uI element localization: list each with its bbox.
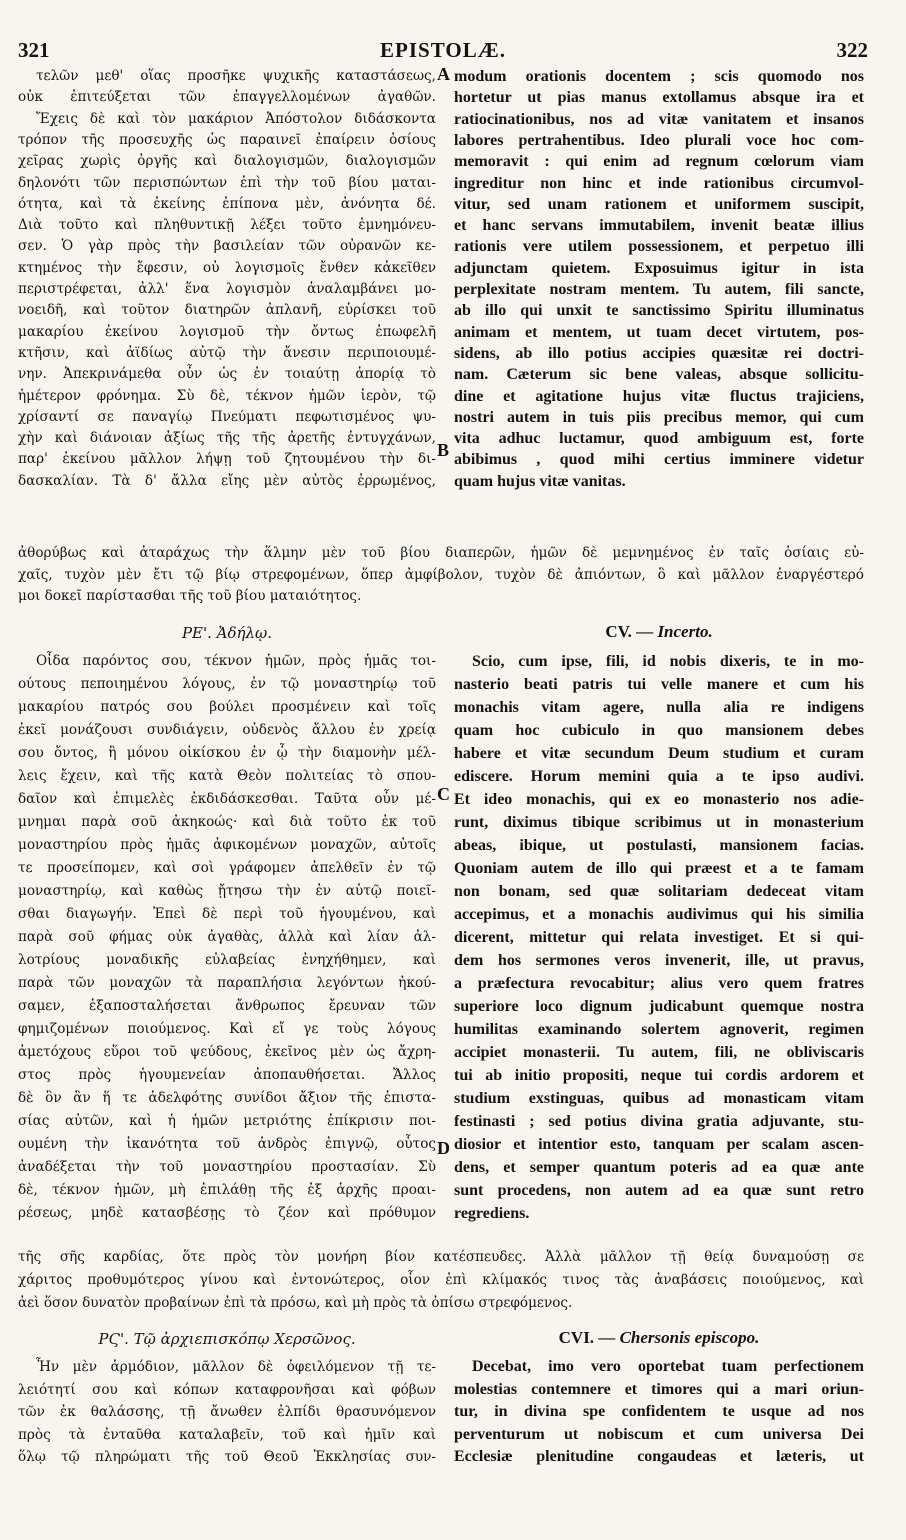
heading-latin-105: [454, 622, 864, 642]
text-line: δηλονότι τῶν περισπώντων ἐπὶ τὴν τοῦ βίου μαται-: [18, 174, 436, 191]
text-line: tui ab initio propositi, neque tui cordis ardorem et: [454, 1067, 864, 1084]
text-line: δὲ, τέκνον ἡμῶν, μὴ ἐπιλάθῃ τῆς ἐξ ἀρχῆς προαι-: [18, 1182, 436, 1198]
text-line: sunt procedens, non autem ad ea quæ sunt retro: [454, 1182, 864, 1199]
heading-latin-105-num: CV. —: [605, 622, 654, 641]
greek-column-bottom: [18, 1356, 436, 1469]
text-line: ἐκεῖ μονάζουσι συνδιάγειν, οὐδενὸς ἄλλου ἐν χρείᾳ: [18, 722, 436, 738]
text-line: dicerent, mittetur qui relata investiget. Et si qui-: [454, 929, 864, 946]
text-line: μοι δοκεῖ παρίστασθαι τῆς τοῦ βίου ματαιότητος.: [18, 588, 362, 604]
text-line: perventurum ut nobiscum et cum universa Dei: [454, 1425, 864, 1443]
text-line: ούτους πεποιημένου λόγους, ἐν τῷ μοναστηρίῳ τοῦ: [18, 676, 436, 692]
text-line: dem hos sermones veros invenerit, ille, ut pravus,: [454, 952, 864, 969]
heading-latin-106: [454, 1328, 864, 1348]
text-line: κτημένος τὴν ἔφεσιν, οὐ λογισμοῖς ἔνθεν κἀκεῖθεν: [18, 259, 436, 276]
text-line: hortetur ut pias manus extollamus absque ira et: [454, 89, 864, 107]
text-line: παρ' ἐκείνου μᾶλλον λήψῃ τοῦ ζητουμένου τὴν δι-: [18, 451, 436, 468]
greek-column-top: [18, 66, 436, 492]
margin-marker-a: A: [437, 64, 450, 84]
text-line: regrediens.: [454, 1205, 530, 1222]
text-line: στος πρὸς ἡγουμενείαν ἀποπαυθήσεται. Ἄλλος: [18, 1067, 436, 1083]
text-line: a præfectura revocabitur; alius vero quem fratres: [454, 975, 864, 992]
text-line: et hanc servans immutabilem, invenit beatæ illius: [454, 217, 864, 235]
text-line: dens, et semper quantum poteris ad ea quæ ante: [454, 1159, 864, 1176]
text-line: παρὰ τῶν μοναχῶν τὰ παραπλήσια λεγόντων ἠκού-: [18, 975, 436, 991]
text-line: nostri autem in tuis piis precibus memor, qui cum: [454, 408, 864, 426]
greek-span-2: [18, 1246, 864, 1315]
text-line: Οἶδα παρόντος σου, τέκνον ἡμῶν, πρὸς ἡμᾶς τοι-: [36, 653, 436, 669]
text-line: memoravit : qui enim ad regnum cœlorum viam: [454, 153, 864, 171]
text-line: ἀθορύβως καὶ ἀταράχως τὴν ἅλμην μὲν τοῦ βίου διαπερῶν, ἡμῶν δὲ μεμνημένος ἐν ταῖς ὁσίαις εὐ-: [18, 545, 864, 561]
page-number-right: 322: [836, 38, 868, 62]
text-line: Ἦν μὲν ἁρμόδιον, μᾶλλον δὲ ὀφειλόμενον τῇ τε-: [36, 1359, 436, 1375]
text-line: quam hujus vitæ vanitas.: [454, 472, 626, 490]
text-line: monachis vitam agere, nulla alia re indigens: [454, 699, 864, 716]
running-title: EPISTOLÆ.: [380, 38, 506, 62]
text-line: τελῶν μεθ' οἵας προσῆκε ψυχικῆς καταστάσεως,: [36, 68, 436, 84]
text-line: ἀναδέξεται τὴν τοῦ μοναστηρίου προστασίαν. Σὺ: [18, 1159, 436, 1175]
text-line: Ἔχεις δὲ καὶ τὸν μακάριον Ἀπόστολον διδάσκοντα: [36, 110, 436, 127]
text-line: οὐκ ἐπιτεύξεται τῶν ἐπαγγελλομένων ἀγαθῶν.: [18, 89, 436, 106]
text-line: τρόπον τῆς προσευχῆς ὡς παραινεῖ ἐπαίρειν ὁσίους: [18, 131, 436, 148]
text-line: σίας αὐτῶν, καὶ ἡ ἡμῶν μετριότης ἐπίκρισιν ποι-: [18, 1113, 436, 1129]
heading-latin-105-name: Incerto.: [657, 622, 713, 641]
text-line: Quoniam autem de illo qui præest et a te famam: [454, 860, 864, 877]
heading-greek-105: ΡΕ'. Ἀδήλῳ.: [181, 624, 273, 642]
text-line: κτῆσιν, καὶ ἀϊδίως αὐτῷ τὴν ἄνεσιν περιποιουμέ-: [18, 344, 436, 361]
text-line: animam et mentem, ut tuam decet virtutem, pos-: [454, 323, 864, 341]
text-line: molestias contemnere et timores qui a mari oriun-: [454, 1380, 864, 1398]
text-line: humilitas examinando solertem agnoverit, regimen: [454, 1021, 864, 1038]
text-line: modum orationis docentem ; scis quomodo nos: [454, 68, 864, 85]
text-line: ratiocinationibus, nos ad vitæ vanitatem et insanos: [454, 110, 864, 128]
text-line: ab illo qui unxit te sanctissimo Spiritu illuminatus: [454, 302, 864, 320]
text-line: non bonam, sed quæ solitariam dedeceat vitam: [454, 883, 864, 900]
text-line: labores pertrahentibus. Ideo plurali voce hoc com-: [454, 131, 864, 149]
text-line: ingreditur non hinc et inde rationibus circumvol-: [454, 174, 864, 192]
text-line: perplexitate nostram mentem. Tu autem, fili sancte,: [454, 281, 864, 298]
text-line: adjunctam quietem. Exposuimus igitur in ista: [454, 259, 864, 277]
text-line: tur, in divina spe confidentem te usque ad nos: [454, 1403, 864, 1420]
text-line: ἡμέτερον φρόνημα. Σὺ δὲ, τέκνον ἡμῶν ἱερὸν, τῷ: [18, 387, 436, 404]
running-header: [18, 38, 868, 62]
text-line: νην. Ἀπεκρινάμεθα οὖν ὡς ἐν τοιαύτῃ ἀπορίᾳ τὸ: [18, 366, 436, 383]
text-line: παρὰ σοῦ φήμας οὐκ ἀγαθὰς, ἀλλὰ καὶ λίαν ἀλ-: [18, 929, 436, 945]
text-line: χεῖρας χωρὶς ὀργῆς καὶ διαλογισμῶν, διαλογισμῶν: [18, 153, 436, 170]
text-line: σου ὄντος, ἢ μόνου οἰκίσκου ἐν ᾧ τὴν διαμονὴν μέλ-: [18, 745, 436, 761]
text-line: μοναστηρίῳ, καὶ καθὼς ᾔτησω τὴν ἐν αὐτῷ ποιεῖ-: [18, 883, 436, 899]
text-line: σθαι διαγωγήν. Ἐπεὶ δὲ περὶ τοῦ ἡγουμένου, καὶ: [18, 906, 436, 922]
text-line: τῆς σῆς καρδίας, ὅτε πρὸς τὸν μονήρη βίον κατέσπευδες. Ἀλλὰ μᾶλλον τῇ θείᾳ δυναμούσῃ σε: [18, 1249, 864, 1265]
text-line: φημιζομένων ποιούμενος. Καὶ εἴ γε τοὺς λόγους: [18, 1021, 436, 1037]
text-line: ότητα, καὶ τὰ ἐκείνης ἐπίπονα μὲν, ἀνόνητα δέ.: [18, 195, 436, 212]
text-line: χαῖς, τυχὸν μὲν ἔτι τῷ βίῳ στρεφομένων, ὅπερ ἀμφίβολον, τυχὸν δὲ ἀπιόντων, ὃ καὶ μᾶλλον ἐναργέστερό: [18, 566, 864, 583]
text-line: λεις ἔχειν, καὶ τῆς κατὰ Θεὸν πολιτείας τὸ σπου-: [18, 768, 436, 784]
text-line: πρὸς τὰ ἐνταῦθα καταλαβεῖν, τοῦ καὶ ἡμῖν καὶ: [18, 1426, 436, 1443]
text-line: μακαρίου ἐκείνου λογισμοῦ τὴν ὄντως ἐπωφελῆ: [18, 323, 436, 340]
text-line: abeas, ibique, ut postulasti, mansionem facias.: [454, 837, 864, 854]
text-line: μακαρίου πατρός σου βούλει προσμένειν καὶ τοῖς: [18, 699, 436, 715]
text-line: nam. Cæterum sic bene valeas, absque sollicitu-: [454, 366, 864, 384]
text-line: ἀεὶ ὅσον δυνατὸν προβαίνων ἐπὶ τὰ πρόσω, καὶ μὴ πρὸς τὰ ὀπίσω στρεφόμενος.: [18, 1295, 573, 1311]
text-line: accipiet monasterii. Tu autem, fili, ne obliviscaris: [454, 1044, 864, 1061]
text-line: ὅλῳ τῷ πληρώματι τῆς τοῦ Θεοῦ Ἐκκλησίας συν-: [18, 1449, 436, 1465]
text-line: diosior et intentior esto, tanquam per scalam ascen-: [454, 1136, 864, 1153]
text-line: Et ideo monachis, qui ex eo monasterio nos adie-: [454, 791, 864, 808]
text-line: studium exstinguas, quibus ad monasticam vitam: [454, 1090, 864, 1107]
latin-column-bottom: [454, 1356, 864, 1469]
page-number-left: 321: [18, 38, 50, 62]
text-line: χάριτος προθυμότερος γίνου καὶ ἐντονώτερος, οἷον ἐπὶ κλίμακός τινος τὰς ἀναβάσεις ποιούμενος, καὶ: [18, 1272, 864, 1288]
text-line: abibimus , quod mihi certius imminere videtur: [454, 451, 864, 469]
text-line: λειότητί σου καὶ κόπων καταφρονῆσαι καὶ φόβων: [18, 1381, 436, 1398]
margin-marker-d: D: [437, 1138, 450, 1158]
margin-marker-c: C: [437, 784, 450, 804]
text-line: σαμεν, ἐξαποσταλήσεται ἄνθρωπος ἔρευναν τῶν: [18, 998, 436, 1014]
heading-latin-106-name: Chersonis episcopo.: [619, 1328, 760, 1347]
text-line: τε προσείπομεν, καὶ σοὶ γράφομεν ἀπελθεῖν ἐν τῷ: [18, 860, 436, 876]
text-line: ρέσεως, μηδὲ κατασβέσῃς τὸ ζέον καὶ πρόθυμον: [18, 1205, 436, 1221]
text-line: nasterio beati patris tui velle manere et cum his: [454, 676, 864, 693]
margin-marker-b: B: [437, 440, 450, 460]
text-line: Decebat, imo vero oportebat tuam perfectionem: [472, 1358, 864, 1375]
text-line: Ecclesiæ plenitudine congaudeas et læteris, ut: [454, 1448, 864, 1465]
text-line: Διὰ τοῦτο καὶ πληθυντικῇ λέξει τοῦτο ἐμνημόνευ-: [18, 217, 436, 234]
text-line: χρίσαντί σε παναγίῳ Πνεύματι πεφωτισμένος ψυ-: [18, 408, 436, 425]
text-line: μοναστηρίου πρὸς ἡμᾶς ἀφικομένων μοναχῶν, αὐτοῖς: [18, 837, 436, 853]
text-line: Scio, cum ipse, fili, id nobis dixeris, te in mo-: [472, 653, 864, 670]
text-line: σεν. Ὁ γὰρ πρὸς τὴν βασιλείαν τῶν οὐρανῶν κε-: [18, 238, 436, 255]
text-line: λοτρίους μοναδικῆς εὐλαβείας ἐνηχήθημεν, καὶ: [18, 952, 436, 968]
text-line: νοειδῆ, καὶ τοῦτον διατηρῶν ἀπλανῆ, εὑρίσκει τοῦ: [18, 302, 436, 319]
latin-column-top: [454, 66, 864, 492]
text-line: rationis vere utilem possessionem, et perpetuo illi: [454, 238, 864, 256]
text-line: ἀμετόχους εὕροι τοῦ ψεύδους, ἐκεῖνος μὲν ὡς ἄχρη-: [18, 1044, 436, 1060]
text-line: quam hoc cubiculo in quo mansionem debes: [454, 722, 864, 739]
text-line: vita adhuc luctamur, quod ambiguum est, forte: [454, 430, 864, 448]
text-line: τῶν ἐκ θαλάσσης, τῇ ἄνωθεν ἐλπίδι θρασυνόμενον: [18, 1404, 436, 1420]
heading-greek-106: ΡϚ'. Τῷ ἀρχιεπισκόπῳ Χερσῶνος.: [98, 1330, 356, 1348]
text-line: sidens, ab illo potius accipies quæsitæ rei doctri-: [454, 344, 864, 362]
text-line: ουμένη τὴν ἱκανότητα τοῦ ἀνδρὸς ἐπιγνῷ, οὗτος: [18, 1136, 436, 1152]
latin-column-mid: [454, 650, 864, 1225]
text-line: dine et agitatione hujus vitæ fluctus trajiciens,: [454, 387, 864, 405]
text-line: superiore loco dignum judicabunt quemque nostra: [454, 998, 864, 1015]
heading-latin-106-num: CVI. —: [558, 1328, 616, 1347]
text-line: μνημαι παρὰ σοῦ ἀκηκοώς· καὶ διὰ τοῦτο ἐκ τοῦ: [18, 814, 436, 830]
text-line: festinasti ; sed potius divina gratia adjuvante, stu-: [454, 1113, 864, 1130]
text-line: δὲ ὃν ἂν ἥ τε ἀδελφότης συνίδοι ἄξιον τῆς ἐπιστα-: [18, 1090, 436, 1106]
text-line: habere et vitæ secundum Deum studium et curam: [454, 745, 864, 762]
text-line: δαῖον καὶ ἐπιμελὲς ἐκδιδάσκεσθαι. Ταῦτα οὖν μέ-: [18, 791, 436, 807]
greek-span-1: [18, 543, 864, 608]
text-line: χὴν καὶ διάνοιαν ἀξίως τῆς τῆς ἀρετῆς ἐντυγχάνων,: [18, 430, 436, 447]
text-line: δασκαλίαν. Τὰ δ' ἄλλα εἴης μὲν αὐτὸς ἐρρωμένος,: [18, 472, 436, 489]
text-line: runt, diximus tibique scribimus ut in monasterium: [454, 814, 864, 831]
greek-column-mid: [18, 650, 436, 1225]
text-line: accepimus, et a monachis audivimus qui his similia: [454, 906, 864, 923]
text-line: vitur, sed unam rationem et uniformem suscipit,: [454, 195, 864, 213]
text-line: περιστρέφεται, ἀλλ' ἕνα λογισμὸν ἀναλαμβάνει μο-: [18, 281, 436, 297]
text-line: ediscere. Horum memini quia a te ipso audivi.: [454, 768, 864, 785]
